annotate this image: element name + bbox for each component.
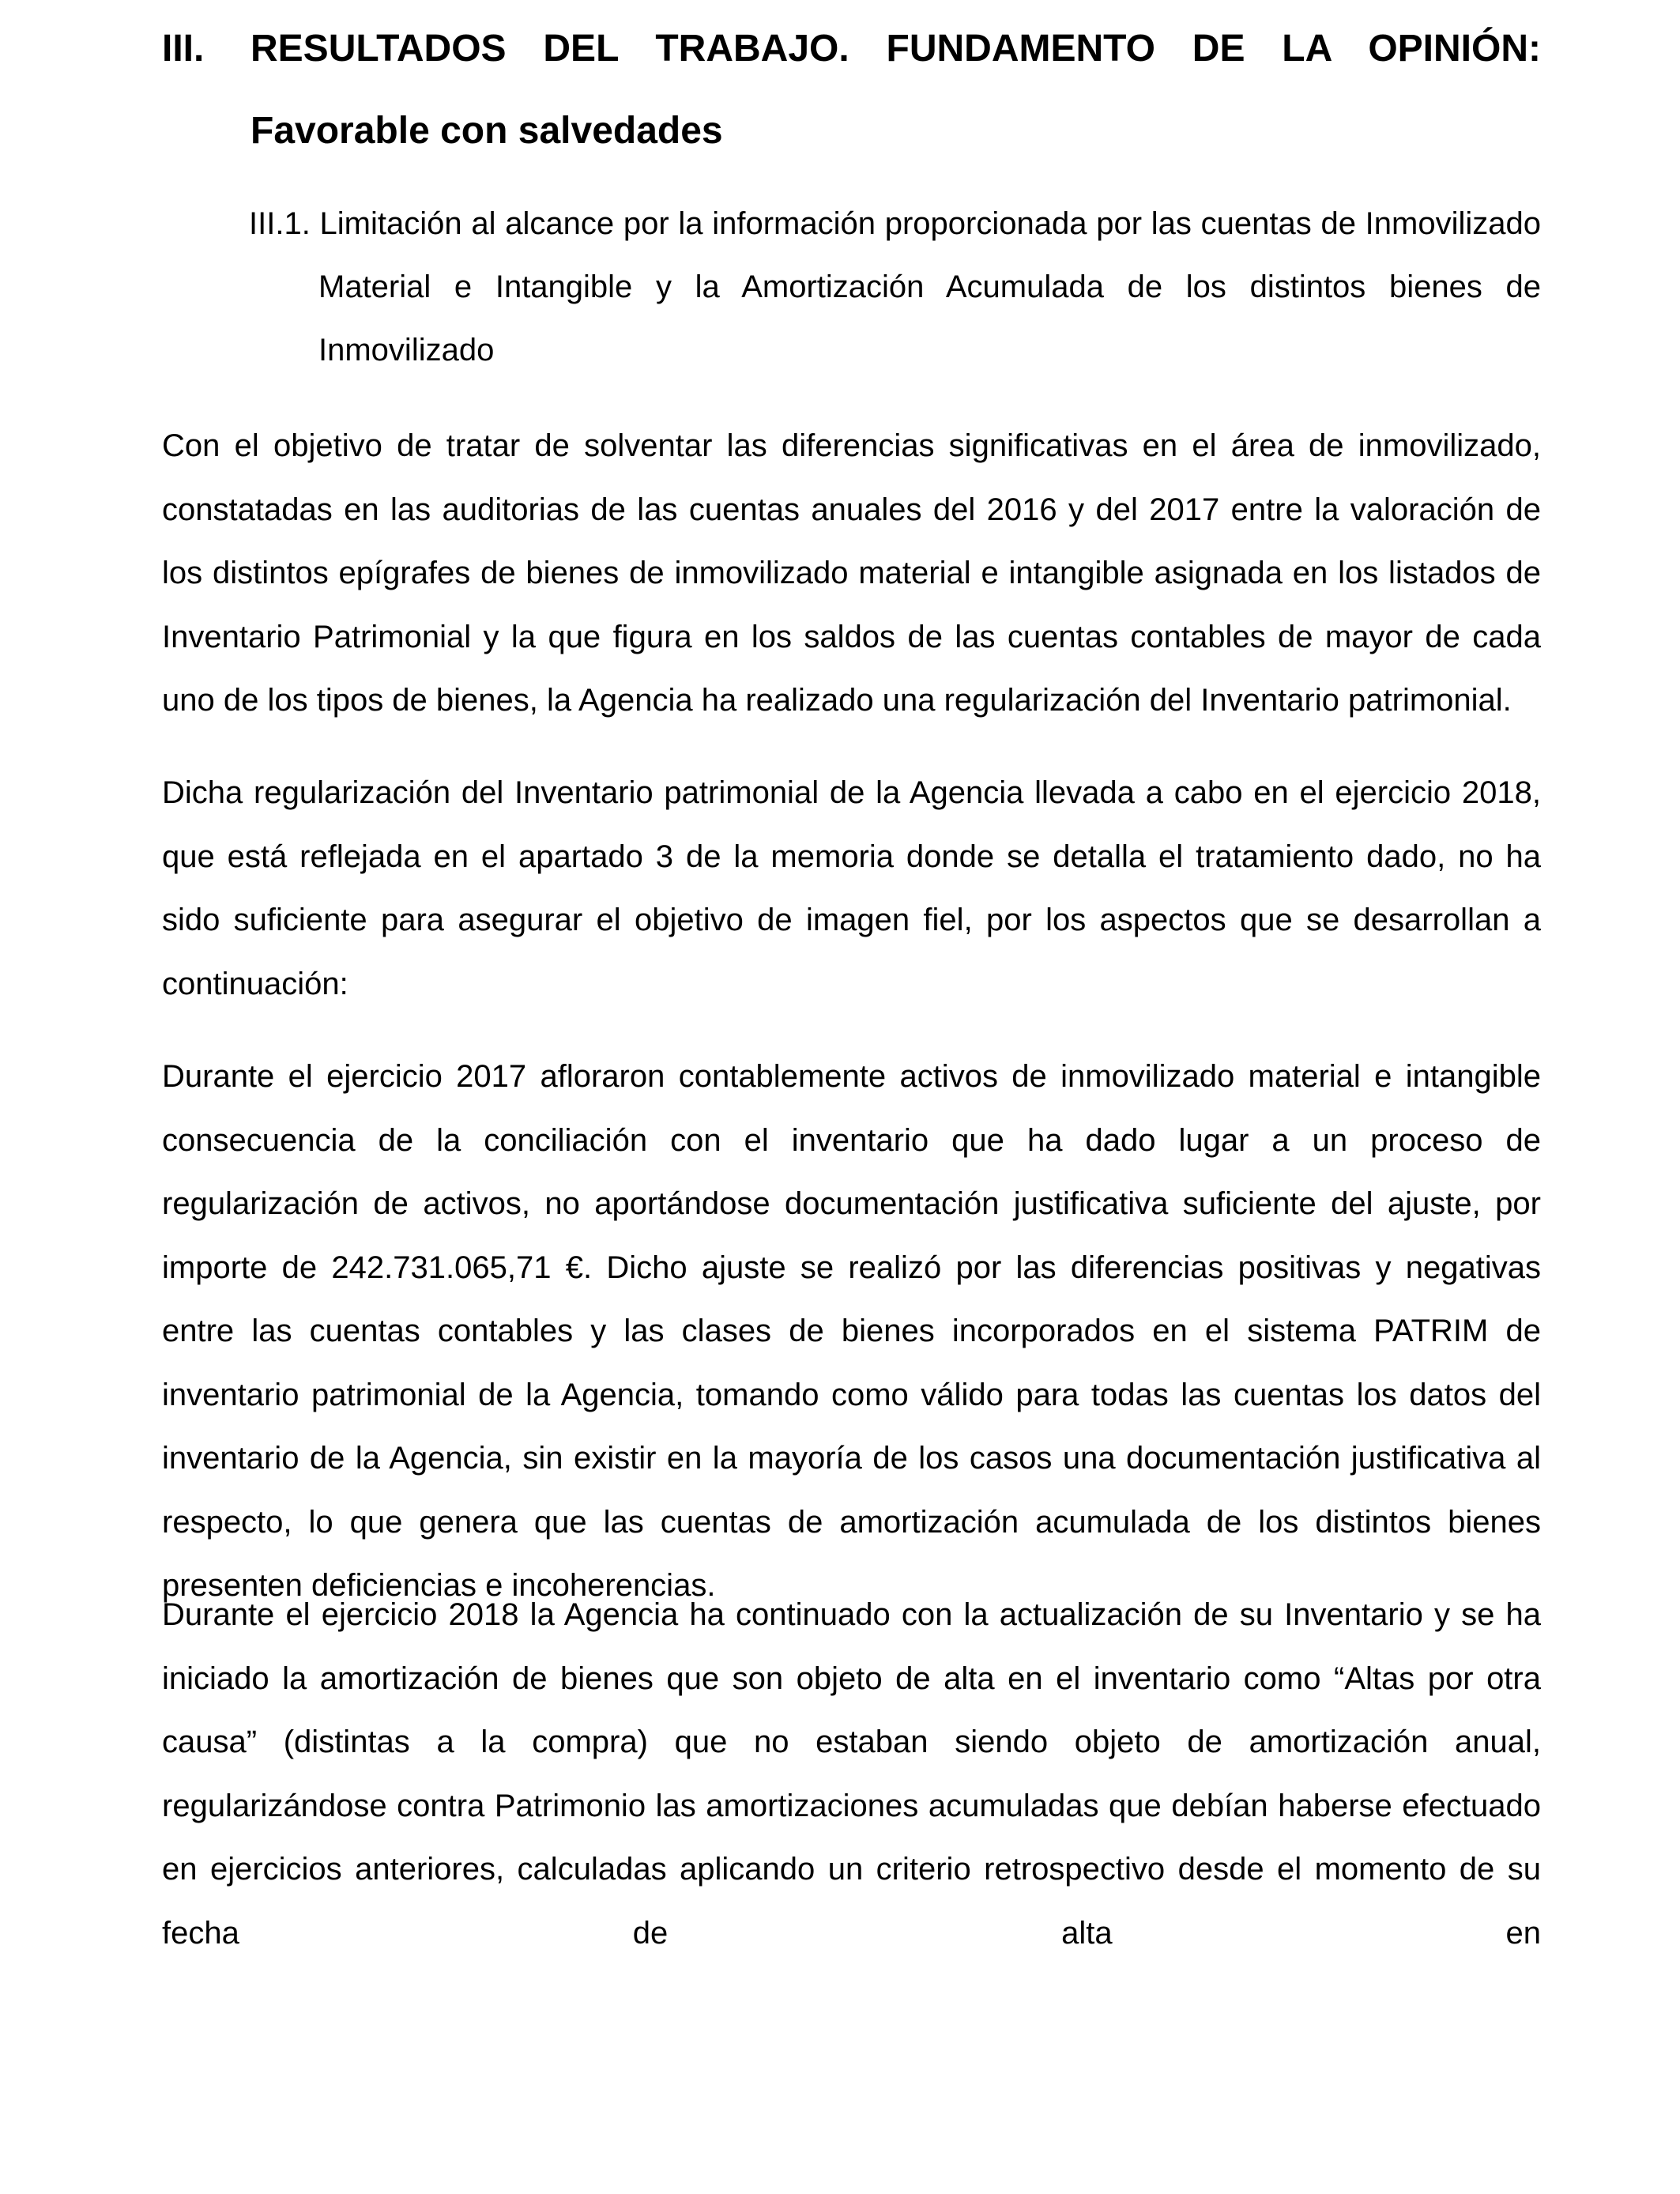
section-heading (162, 8, 1541, 172)
subsection-heading: III.1. Limitación al alcance por la información proporcionada por las cuentas de Inmovilizado Material e Intangible y la Amortización Acumulada de los distintos bienes de Inmovilizado (249, 206, 1541, 368)
paragraph: Dicha regularización del Inventario patrimonial de la Agencia llevada a cabo en el ejercicio 2018, que está reflejada en el apartado 3 de la memoria donde se detalla el tratamiento dado, no ha sido suficiente para asegurar el objetivo de imagen fiel, por los aspectos que se desarrollan a continuación: (162, 775, 1541, 1001)
paragraph: Con el objetivo de tratar de solventar las diferencias significativas en el área de inmovilizado, constatadas en las auditorias de las cuentas anuales del 2016 y del 2017 entre la valoración de los distintos epígrafes de bienes de inmovilizado material e intangible asignada en los listados de Inventario Patrimonial y la que figura en los saldos de las cuentas contables de mayor de cada uno de los tipos de bienes, la Agencia ha realizado una regularización del Inventario patrimonial. (162, 428, 1541, 718)
paragraph: Durante el ejercicio 2017 afloraron contablemente activos de inmovilizado material e intangible consecuencia de la conciliación con el inventario que ha dado lugar a un proceso de regularización de activos, no aportándose documentación justificativa suficiente del ajuste, por importe de 242.731.065,71 €. Dicho ajuste se realizó por las diferencias positivas y negativas entre las cuentas contables y las clases de bienes incorporados en el sistema PATRIM de inventario patrimonial de la Agencia, tomando como válido para todas las cuentas los datos del inventario de la Agencia, sin existir en la mayoría de los casos una documentación justificativa al respecto, lo que genera que las cuentas de amortización acumulada de los distintos bienes presenten deficiencias e incoherencias. (162, 1059, 1541, 1603)
paragraph: Durante el ejercicio 2018 la Agencia ha continuado con la actualización de su Inventario y se ha iniciado la amortización de bienes que son objeto de alta en el inventario como “Altas por otra causa” (distintas a la compra) que no estaban siendo objeto de amortización anual, regularizándose contra Patrimonio las amortizaciones acumuladas que debían haberse efectuado en ejercicios anteriores, calculadas aplicando un criterio retrospectivo desde el momento de su fecha de alta en (162, 1597, 1541, 1951)
section-number: III. (162, 28, 205, 70)
section-title: RESULTADOS DEL TRABAJO. FUNDAMENTO DE LA OPINIÓN: Favorable con salvedades (250, 28, 1541, 152)
